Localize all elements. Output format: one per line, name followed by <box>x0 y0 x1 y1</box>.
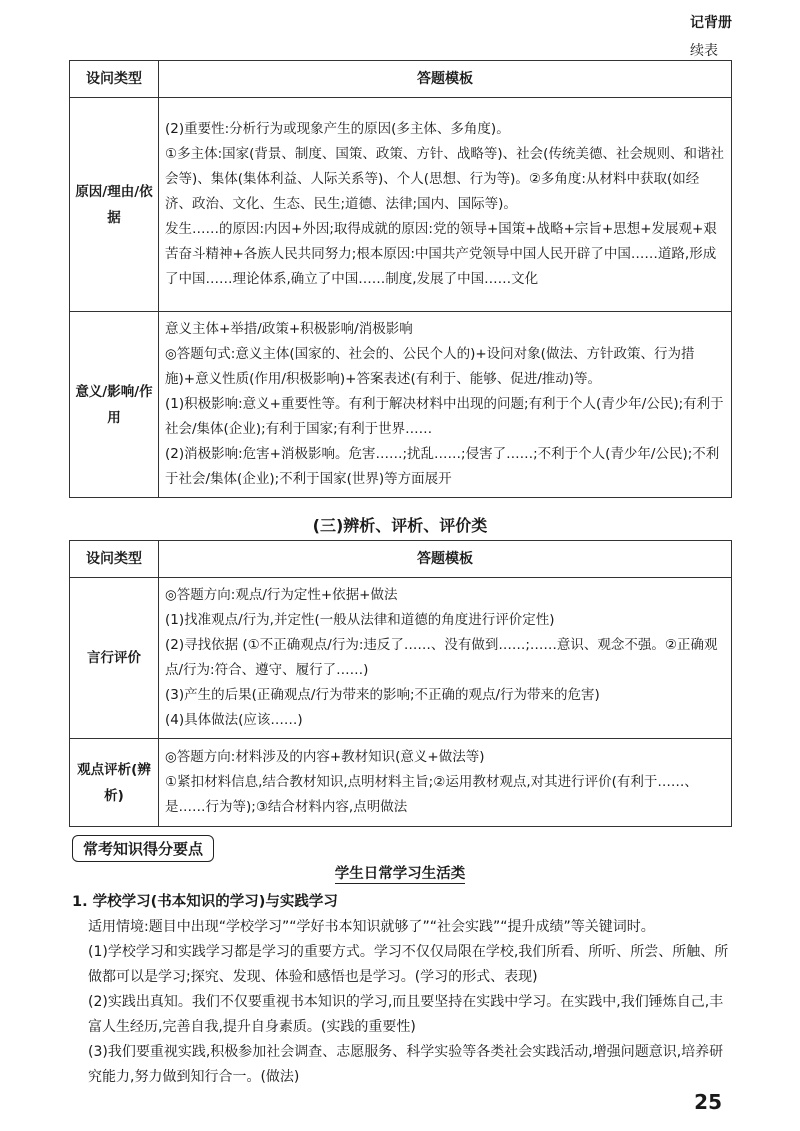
row-type-conduct-evaluation <box>70 578 159 739</box>
knowledge-section <box>72 890 732 1090</box>
template-table-2 <box>69 540 732 827</box>
header-question-type: 设问类型 <box>70 541 159 578</box>
content-line: (2)重要性:分析行为或现象产生的原因(多主体、多角度)。 <box>165 121 510 137</box>
table-header-row <box>70 61 732 98</box>
content-line: (2)消极影响:危害+消极影响。危害……;扰乱……;侵害了……;不利于个人(青少年/公民);不利于社会/集体(企业);不利于国家(世界)等方面展开 <box>165 446 720 487</box>
content-line: (1)积极影响:意义+重要性等。有利于解决材料中出现的问题;有利于个人(青少年/公民);有利于社会/集体(企业);有利于国家;有利于世界…… <box>165 396 724 437</box>
content-line: ◎答题句式:意义主体(国家的、社会的、公民个人的)+设问对象(做法、方针政策、行为措施)+意义性质(作用/积极影响)+答案表述(有利于、能够、促进/推动)等。 <box>165 346 695 387</box>
content-line: ①紧扣材料信息,结合教材知识,点明材料主旨;②运用教材观点,对其进行评价(有利于……、是……行为等);③结合材料内容,点明做法 <box>165 774 698 815</box>
table-header-row <box>70 541 732 578</box>
knowledge-body <box>72 915 732 1090</box>
page-number: 25 <box>694 1090 722 1114</box>
table-row <box>70 312 732 498</box>
row-type-label: 言行评价 <box>87 650 141 666</box>
row-type-label: 观点评析(辨析) <box>77 761 151 804</box>
content-line: ◎答题方向:材料涉及的内容+教材知识(意义+做法等) <box>165 749 485 765</box>
header-tag: 记背册 <box>690 15 732 31</box>
knowledge-paragraph: (1)学校学习和实践学习都是学习的重要方式。学习不仅仅局限在学校,我们所看、所听、所尝、所触、所做都可以是学习;探究、发现、体验和感悟也是学习。(学习的形式、表现) <box>88 944 729 985</box>
content-line: (1)找准观点/行为,并定性(一般从法律和道德的角度进行评价定性) <box>165 612 555 628</box>
knowledge-paragraph: 适用情境:题目中出现“学校学习”“学好书本知识就够了”“社会实践”“提升成绩”等关键词时。 <box>88 919 655 935</box>
template-table-1 <box>69 60 732 498</box>
row-content-conduct-evaluation <box>159 578 732 739</box>
table-row <box>70 98 732 312</box>
table-row <box>70 578 732 739</box>
table-row <box>70 739 732 827</box>
category-subtitle <box>0 862 800 883</box>
row-content-cause <box>159 98 732 312</box>
row-type-label: 原因/理由/依据 <box>75 183 153 226</box>
content-line: ◎答题方向:观点/行为定性+依据+做法 <box>165 587 398 603</box>
row-content-significance <box>159 312 732 498</box>
knowledge-heading: 1. 学校学习(书本知识的学习)与实践学习 <box>72 894 338 910</box>
row-type-label: 意义/影响/作用 <box>75 383 153 426</box>
category-subtitle-text: 学生日常学习生活类 <box>334 866 466 882</box>
header-answer-template: 答题模板 <box>159 61 732 98</box>
header-answer-template: 答题模板 <box>159 541 732 578</box>
continued-label: 续表 <box>690 43 718 59</box>
content-line: 发生……的原因:内因+外因;取得成就的原因:党的领导+国策+战略+宗旨+思想+发展观+艰苦奋斗精神+各族人民共同努力;根本原因:中国共产党领导中国人民开辟了中国……道路,形成了中国……理论体系,确立了中国……制度,发展了中国……文化 <box>165 221 717 287</box>
row-type-significance <box>70 312 159 498</box>
content-line: ①多主体:国家(背景、制度、国策、政策、方针、战略等)、社会(传统美德、社会规则、和谐社会等)、集体(集体利益、人际关系等)、个人(思想、行为等)。②多角度:从材料中获取(如经济、政治、文化、生态、民生;道德、法律;国内、国际等)。 <box>165 146 724 212</box>
header-question-type: 设问类型 <box>70 61 159 98</box>
content-line: (3)产生的后果(正确观点/行为带来的影响;不正确的观点/行为带来的危害) <box>165 687 600 703</box>
content-line: 意义主体+举措/政策+积极影响/消极影响 <box>165 321 413 337</box>
content-line: (2)寻找依据 (①不正确观点/行为:违反了……、没有做到……;……意识、观念不强。②正确观点/行为:符合、遵守、履行了……) <box>165 637 718 678</box>
content-line: (4)具体做法(应该……) <box>165 712 303 728</box>
key-points-box: 常考知识得分要点 <box>72 835 214 862</box>
knowledge-paragraph: (2)实践出真知。我们不仅要重视书本知识的学习,而且要坚持在实践中学习。在实践中,我们锤炼自己,丰富人生经历,完善自我,提升自身素质。(实践的重要性) <box>88 994 724 1035</box>
knowledge-paragraph: (3)我们要重视实践,积极参加社会调查、志愿服务、科学实验等各类社会实践活动,增强问题意识,培养研究能力,努力做到知行合一。(做法) <box>88 1044 724 1085</box>
section-title: (三)辨析、评析、评价类 <box>312 516 488 535</box>
row-type-viewpoint-analysis <box>70 739 159 827</box>
row-content-viewpoint-analysis <box>159 739 732 827</box>
row-type-cause <box>70 98 159 312</box>
